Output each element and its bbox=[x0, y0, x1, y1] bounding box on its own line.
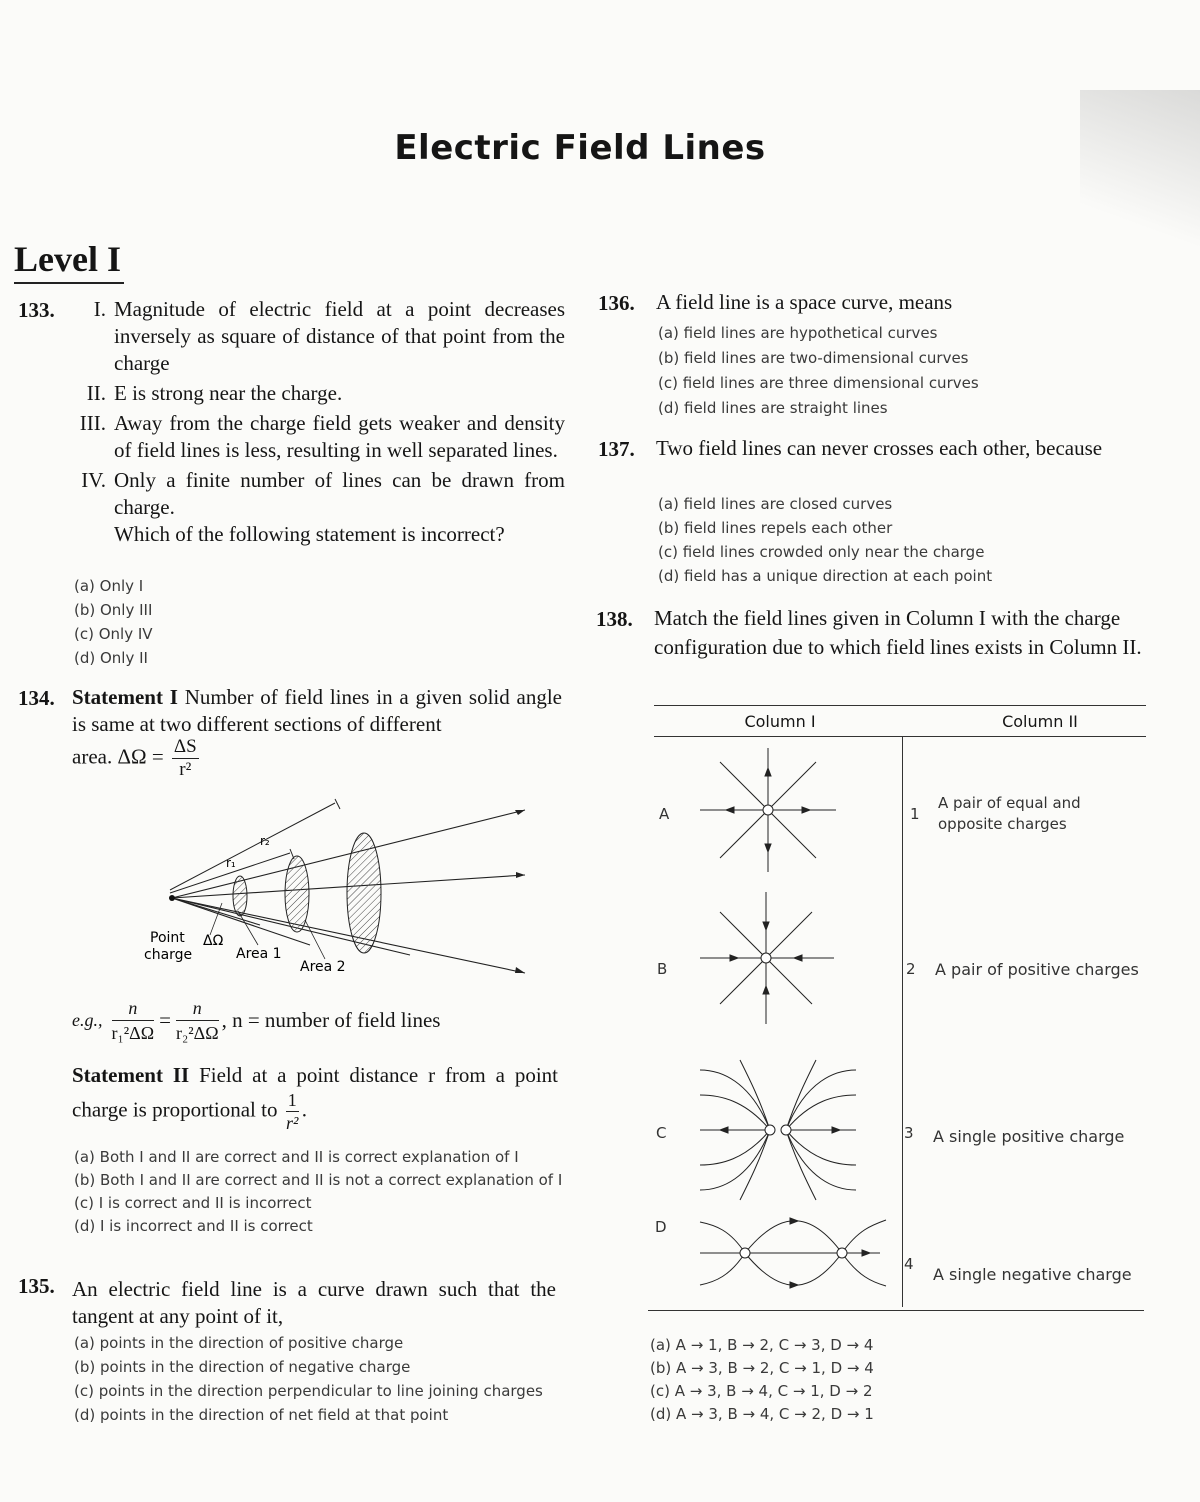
q133-options bbox=[74, 574, 153, 670]
col2-item-1-number: 1 bbox=[910, 805, 920, 823]
q138-text: Match the field lines given in Column I with the charge configuration due to which field lines exists in Column II. bbox=[654, 606, 1142, 659]
col2-item-1-text: A pair of equal and opposite charges bbox=[938, 794, 1081, 833]
q136-text: A field line is a space curve, means bbox=[656, 290, 953, 314]
fraction-numerator: n bbox=[112, 996, 155, 1021]
area-2-ellipse bbox=[347, 833, 381, 953]
statement-text: Field at a point distance r from a point charge is proportional to bbox=[72, 1063, 558, 1122]
example-tail: , n = number of field lines bbox=[221, 1008, 441, 1032]
q133-stmt-1 bbox=[60, 296, 565, 377]
roman-numeral: I. bbox=[93, 297, 106, 321]
col2-item-4-number: 4 bbox=[904, 1255, 914, 1273]
eg-label: e.g., bbox=[72, 1010, 103, 1030]
option-d[interactable]: (d) field has a unique direction at each point bbox=[658, 567, 993, 585]
fraction-denominator: r² bbox=[286, 1113, 299, 1133]
col2-item-2-number: 2 bbox=[906, 960, 916, 978]
statement-text: Only a finite number of lines can be drawn from charge. bbox=[114, 468, 565, 519]
option-a[interactable]: (a) Both I and II are correct and II is correct explanation of I bbox=[74, 1148, 519, 1166]
roman-numeral: III. bbox=[79, 411, 106, 435]
column-1-header: Column I bbox=[744, 712, 816, 731]
fraction-numerator: n bbox=[176, 996, 219, 1021]
area-text: area. ΔΩ = bbox=[72, 744, 164, 769]
q133-stmt-4 bbox=[60, 467, 565, 521]
diagram-a-single-positive bbox=[700, 748, 836, 872]
q137-text: Two field lines can never crosses each other, because bbox=[656, 436, 1103, 460]
option-d[interactable]: (d) field lines are straight lines bbox=[658, 399, 888, 417]
q134-options bbox=[74, 1146, 564, 1238]
table-bottom-rule bbox=[648, 1310, 1144, 1311]
field-line-diagrams bbox=[690, 740, 890, 1310]
option-b[interactable]: (b) field lines are two-dimensional curves bbox=[658, 349, 969, 367]
row-label-a: A bbox=[659, 805, 670, 823]
diagram-b-single-negative bbox=[700, 892, 834, 1024]
level-underline bbox=[14, 282, 124, 284]
q137-number: 137. bbox=[598, 437, 635, 461]
col2-item-4-text: A single negative charge bbox=[933, 1265, 1132, 1284]
statement-label: Statement II bbox=[72, 1063, 190, 1087]
statement-text: Number of field lines in a given solid angle is same at two different sections of different bbox=[72, 685, 562, 736]
example-fraction-2 bbox=[176, 996, 219, 1045]
q137-options bbox=[658, 492, 992, 588]
q134-statement-1 bbox=[72, 684, 562, 738]
diagram-d-dipole bbox=[700, 1218, 886, 1288]
option-d[interactable]: (d) I is incorrect and II is correct bbox=[74, 1217, 313, 1235]
option-a[interactable]: (a) A → 1, B → 2, C → 3, D → 4 bbox=[650, 1336, 874, 1354]
table-top-rule bbox=[654, 705, 1146, 706]
q133-statements bbox=[60, 296, 565, 548]
option-d[interactable]: (d) A → 3, B → 4, C → 2, D → 1 bbox=[650, 1405, 874, 1423]
option-c[interactable]: (c) field lines are three dimensional curves bbox=[658, 374, 979, 392]
fraction-numerator: 1 bbox=[287, 1090, 297, 1110]
option-b[interactable]: (b) A → 3, B → 2, C → 1, D → 4 bbox=[650, 1359, 874, 1377]
q134-area-formula bbox=[72, 736, 202, 781]
fraction-denominator: r² bbox=[179, 759, 192, 780]
q134-statement-2: Statement II Field at a point distance r from a point charge is proportional to $\frac{1}{\text{r²}}$ . bbox=[72, 1063, 558, 1133]
q138-options bbox=[650, 1334, 874, 1426]
q138-number: 138. bbox=[596, 607, 633, 631]
area-1-label: Area 1 bbox=[236, 946, 282, 962]
option-a[interactable]: (a) points in the direction of positive charge bbox=[74, 1334, 404, 1352]
q135-options bbox=[74, 1331, 543, 1427]
statement-text: Away from the charge field gets weaker and density of field lines is less, resulting in well separated lines. bbox=[114, 411, 565, 462]
page-title: Electric Field Lines bbox=[394, 128, 766, 168]
domega-label: ΔΩ bbox=[203, 933, 224, 949]
fraction-numerator: ΔS bbox=[173, 736, 197, 757]
q135-text: An electric field line is a curve drawn such that the tangent at any point of it, bbox=[72, 1277, 556, 1328]
fraction-denominator: r₁²ΔΩ bbox=[111, 1023, 155, 1043]
row-label-c: C bbox=[656, 1124, 667, 1142]
roman-numeral: II. bbox=[86, 381, 106, 405]
q133-number: 133. bbox=[18, 298, 55, 322]
point-charge-dot bbox=[169, 895, 175, 901]
statement-text: Magnitude of electric field at a point decreases inversely as square of distance of that point from the charge bbox=[114, 297, 565, 375]
example-fraction-1 bbox=[112, 996, 155, 1045]
option-a[interactable]: (a) field lines are hypothetical curves bbox=[658, 324, 938, 342]
option-c[interactable]: (c) field lines crowded only near the charge bbox=[658, 543, 985, 561]
option-b[interactable]: (b) Only III bbox=[74, 601, 153, 619]
row-label-d: D bbox=[655, 1218, 667, 1236]
distance-markers bbox=[170, 799, 340, 893]
option-d[interactable]: (d) points in the direction of net field at that point bbox=[74, 1406, 449, 1424]
q135-number: 135. bbox=[18, 1274, 55, 1298]
area-1-ellipse bbox=[233, 876, 247, 916]
col2-item-2-text: A pair of positive charges bbox=[935, 960, 1139, 979]
solid-angle-fraction bbox=[172, 736, 199, 781]
q136-number: 136. bbox=[598, 291, 635, 315]
col2-item-3-text: A single positive charge bbox=[933, 1127, 1125, 1146]
r2-label: r₂ bbox=[260, 834, 270, 848]
table-header-rule bbox=[654, 736, 1146, 737]
option-c[interactable]: (c) A → 3, B → 4, C → 1, D → 2 bbox=[650, 1382, 873, 1400]
option-b[interactable]: (b) Both I and II are correct and II is not a correct explanation of I bbox=[74, 1171, 563, 1189]
column-2-header: Column II bbox=[1002, 712, 1078, 731]
option-b[interactable]: (b) points in the direction of negative charge bbox=[74, 1358, 411, 1376]
inverse-square-fraction bbox=[286, 1089, 299, 1134]
option-b[interactable]: (b) field lines repels each other bbox=[658, 519, 893, 537]
statement-text: E is strong near the charge. bbox=[114, 381, 343, 405]
q133-question: Which of the following statement is incorrect? bbox=[114, 522, 505, 546]
q133-stmt-2 bbox=[60, 380, 565, 407]
q133-stmt-3 bbox=[60, 410, 565, 464]
diagram-c-two-positive bbox=[700, 1060, 856, 1200]
option-a[interactable]: (a) Only I bbox=[74, 577, 144, 595]
q136-options bbox=[658, 321, 979, 421]
area-2-label: Area 2 bbox=[300, 959, 346, 975]
r1-label: r₁ bbox=[226, 856, 236, 870]
col2-item-3-number: 3 bbox=[904, 1124, 914, 1142]
option-d[interactable]: (d) Only II bbox=[74, 649, 148, 667]
q134-number: 134. bbox=[18, 686, 55, 710]
charge-label: charge bbox=[144, 947, 193, 963]
solid-angle-figure bbox=[140, 795, 540, 985]
roman-numeral: IV. bbox=[81, 468, 106, 492]
level-heading: Level I bbox=[14, 239, 121, 279]
fraction-denominator: r₂²ΔΩ bbox=[175, 1023, 219, 1043]
page-shadow bbox=[1080, 90, 1200, 310]
table-column-divider bbox=[902, 737, 903, 1307]
q134-example-formula: e.g., $\frac{n}{\text{r₁²ΔΩ}}$ = $\frac{n}{\text{r₂²ΔΩ}}$ , n = number of field lines bbox=[72, 998, 441, 1043]
option-a[interactable]: (a) field lines are closed curves bbox=[658, 495, 893, 513]
option-c[interactable]: (c) points in the direction perpendicular to line joining charges bbox=[74, 1382, 543, 1400]
row-label-b: B bbox=[657, 960, 668, 978]
option-c[interactable]: (c) Only IV bbox=[74, 625, 153, 643]
option-c[interactable]: (c) I is correct and II is incorrect bbox=[74, 1194, 312, 1212]
point-label: Point bbox=[150, 930, 185, 946]
statement-label: Statement I bbox=[72, 685, 178, 709]
